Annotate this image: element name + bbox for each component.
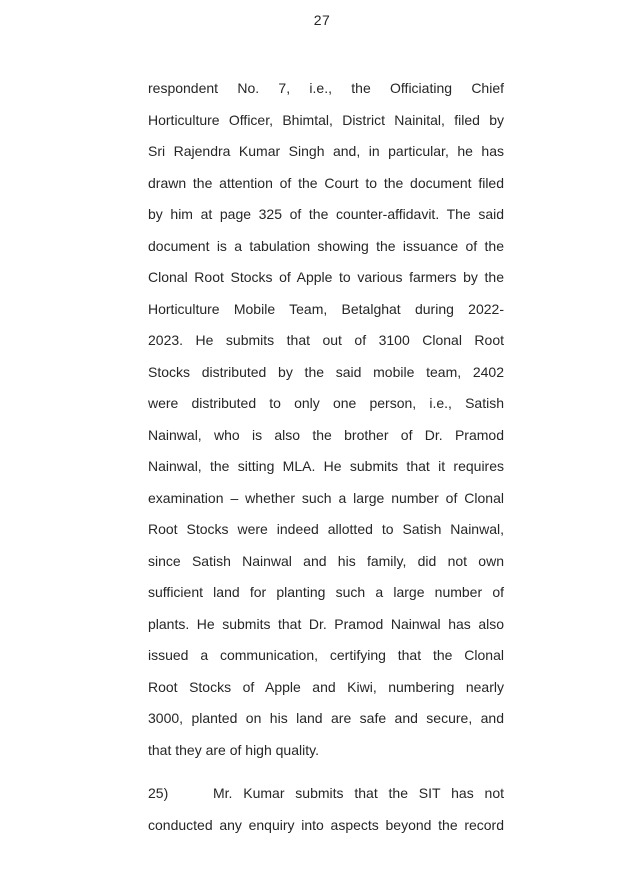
paragraph-25 [148,778,504,841]
text-line: Sri Rajendra Kumar Singh and, in particular, he has [148,143,504,159]
text-line: Root Stocks of Apple and Kiwi, numbering nearly [148,678,504,695]
text-line: Clonal Root Stocks of Apple to various farmers by the [148,269,504,285]
text-line: examination – whether such a large number of Clonal [148,489,504,506]
page-body [148,73,504,841]
text-line: plants. He submits that Dr. Pramod Nainwal has also [148,615,504,632]
page-number: 27 [313,12,331,28]
text-line: conducted any enquiry into aspects beyond the record [148,816,504,833]
text-line: Horticulture Officer, Bhimtal, District Nainital, filed by [148,111,504,128]
text-line: Root Stocks were indeed allotted to Satish Nainwal, [148,521,504,537]
paragraph-number: 25) [148,785,169,801]
text-line: issued a communication, certifying that the Clonal [148,647,504,663]
text-line: Nainwal, who is also the brother of Dr. Pramod [148,426,504,443]
text-line: that they are of high quality. [148,741,319,758]
text-line: Stocks distributed by the said mobile team, 2402 [148,363,504,380]
text-line: 2023. He submits that out of 3100 Clonal Root [148,332,504,348]
text-line: Nainwal, the sitting MLA. He submits that it requires [148,458,504,474]
text-line: 3000, planted on his land are safe and secure, and [148,710,504,726]
text-line: sufficient land for planting such a large number of [148,584,504,600]
text-line: 25) Mr. Kumar submits that the SIT has not [148,778,504,810]
text-line: drawn the attention of the Court to the document filed [148,174,504,191]
text-line: since Satish Nainwal and his family, did not own [148,552,504,569]
paragraph-continuation [148,73,504,766]
text-line: respondent No. 7, i.e., the Officiating Chief [148,80,504,96]
text-line: document is a tabulation showing the issuance of the [148,237,504,254]
text-line: were distributed to only one person, i.e., Satish [148,395,504,411]
text-line: Horticulture Mobile Team, Betalghat during 2022- [148,300,504,317]
text-line: by him at page 325 of the counter-affidavit. The said [148,206,504,222]
